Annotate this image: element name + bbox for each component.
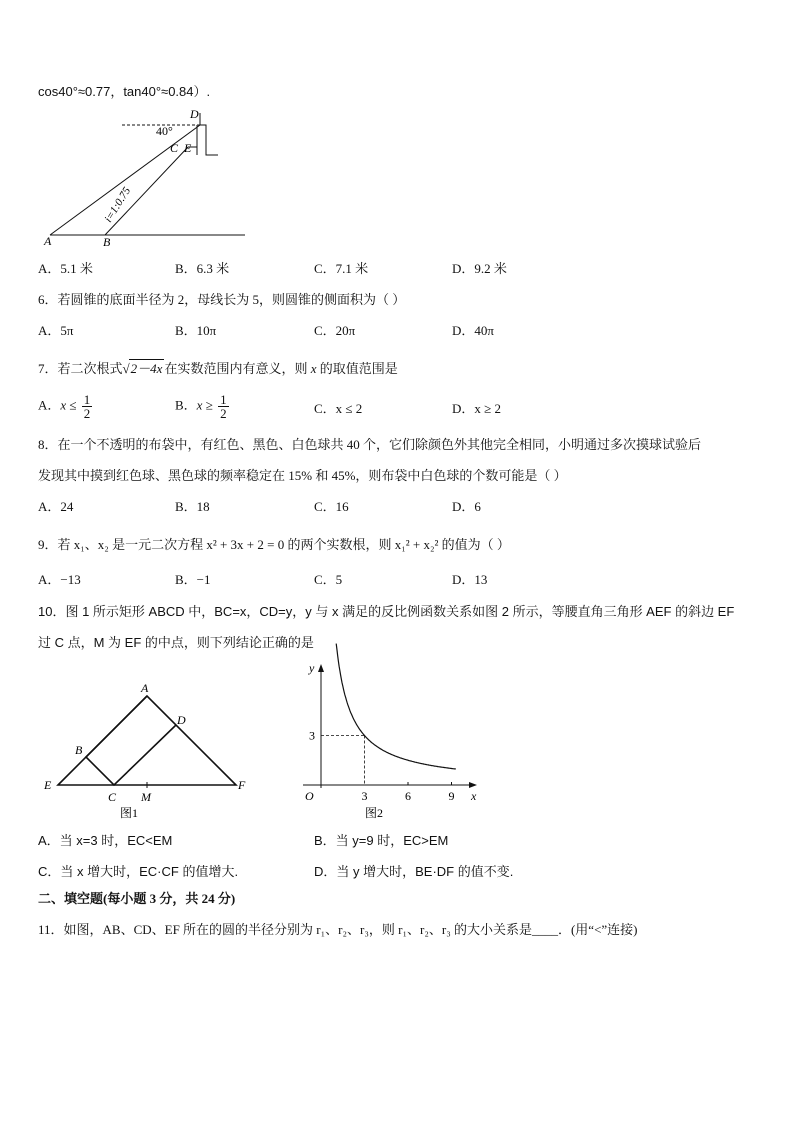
q8-line-1: 8．在一个不透明的布袋中，有红色、黑色、白色球共 40 个，它们除颜色外其他完全相同，小明通过多次摸球试验后	[38, 437, 702, 452]
q9-option-a: A．−13	[38, 572, 81, 587]
fig1-label-m: M	[141, 790, 151, 804]
q7-option-a-den: 2	[83, 406, 91, 421]
q10-figure-1	[40, 680, 260, 820]
q7-option-b	[175, 393, 229, 420]
q7-stem-end: 的取值范围是	[319, 361, 398, 376]
q11-stem: 11．如图，AB、CD、EF 所在的圆的半径分别为 r₁、r₂、r₃，则 r₁、r₂、r₃ 的大小关系是____．(用“<”连接)	[38, 922, 638, 937]
q7-option-b-expr: x ≥	[196, 397, 213, 413]
q5-label-d: D	[190, 107, 199, 121]
q7-option-a-num: 1	[83, 392, 91, 407]
q10-figure-2	[295, 660, 495, 820]
fig1-caption: 图1	[120, 806, 139, 820]
q7-option-b-num: 1	[220, 392, 227, 407]
q9-option-d: D．13	[452, 572, 488, 587]
q5-label-slope: i=1:0.75	[102, 185, 134, 225]
fig1-label-a: A	[141, 681, 149, 695]
graph-curve	[336, 644, 456, 769]
q7-option-b-den: 2	[220, 406, 227, 421]
q7-option-b-label: B．	[175, 397, 197, 413]
q5-label-b: B	[103, 235, 111, 249]
q6-option-c: C．20π	[314, 323, 356, 338]
section-2-title: 二、填空题(每小题 3 分，共 24 分)	[38, 891, 236, 906]
fig1-label-e: E	[44, 778, 52, 792]
q8-option-c: C．16	[314, 499, 349, 514]
q6-option-a: A．5π	[38, 323, 74, 338]
q6-option-b: B．10π	[175, 323, 217, 338]
q8-option-b: B．18	[175, 499, 210, 514]
q5-label-c: C	[170, 141, 179, 155]
q9-option-c: C．5	[314, 572, 343, 587]
q5-option-a: A．5.1 米	[38, 261, 93, 276]
q7-stem-prefix: 7．若二次根式	[38, 361, 123, 376]
graph-origin: O	[305, 789, 314, 803]
fig1-label-b: B	[75, 743, 83, 757]
q8-option-d: D．6	[452, 499, 481, 514]
q7-stem-suffix: 在实数范围内有意义，则	[164, 361, 308, 376]
q5-wall	[200, 125, 218, 155]
graph-y-arrow	[318, 664, 324, 672]
q6-option-d: D．40π	[452, 323, 494, 338]
q7-radical-sign: √	[122, 361, 130, 376]
graph-x-arrow	[469, 782, 477, 788]
q7-option-a-label: A．	[38, 397, 61, 413]
q10-option-b: B．当 y=9 时，EC>EM	[314, 833, 449, 848]
graph-x-tick-3: 3	[361, 789, 368, 803]
q10-option-a: A．当 x=3 时，EC<EM	[38, 833, 173, 848]
graph-x-tick-9: 9	[448, 789, 455, 803]
q10-option-d: D．当 y 增大时，BE·DF 的值不变.	[314, 864, 514, 879]
fig1-label-f: F	[238, 778, 246, 792]
q10-line-1: 10．图 1 所示矩形 ABCD 中，BC=x，CD=y，y 与 x 满足的反比例函数关系如图 2 所示，等腰直角三角形 AEF 的斜边 EF	[38, 604, 735, 619]
q9-stem: 9．若 x₁、x₂ 是一元二次方程 x² + 3x + 2 = 0 的两个实数根，则 x₁² + x₂² 的值为（ ）	[38, 537, 510, 552]
q5-option-c: C．7.1 米	[314, 261, 369, 276]
q7-option-c: C．x ≤ 2	[314, 401, 363, 416]
q5-trig-note: cos40°≈0.77，tan40°≈0.84）.	[38, 84, 211, 99]
q8-line-2: 发现其中摸到红色球、黑色球的频率稳定在 15% 和 45%，则布袋中白色球的个数可能是（ ）	[38, 468, 567, 483]
graph-caption: 图2	[365, 806, 384, 820]
q7-stem	[38, 359, 398, 378]
q6-stem: 6．若圆锥的底面半径为 2，母线长为 5，则圆锥的侧面积为（ ）	[38, 292, 406, 307]
q9-option-b: B．−1	[175, 572, 211, 587]
fig1-label-c: C	[108, 790, 117, 804]
q8-option-a: A．24	[38, 499, 74, 514]
q5-label-a: A	[44, 234, 52, 248]
q10-line-2: 过 C 点，M 为 EF 的中点，则下列结论正确的是	[38, 635, 314, 650]
q7-radicand: 2－4x	[130, 361, 163, 376]
q7-option-b-fraction	[218, 393, 229, 420]
graph-y-tick-3: 3	[309, 728, 315, 743]
q5-slope-bc	[105, 147, 188, 235]
graph-x-label: x	[471, 789, 477, 803]
q5-label-e: E	[184, 141, 192, 155]
q7-var: x	[310, 361, 317, 376]
fig1-rectangle-abcd	[86, 696, 176, 785]
fig1-triangle-aef	[58, 696, 236, 785]
q7-option-d: D．x ≥ 2	[452, 401, 502, 416]
q5-option-b: B．6.3 米	[175, 261, 230, 276]
q10-option-c: C．当 x 增大时，EC·CF 的值增大.	[38, 864, 239, 879]
q5-label-angle: 40°	[156, 124, 173, 138]
q5-figure	[40, 105, 280, 249]
fig1-label-d: D	[177, 713, 186, 727]
q5-option-d: D．9.2 米	[452, 261, 507, 276]
q7-option-a-expr: x ≤	[60, 397, 77, 413]
graph-x-tick-6: 6	[405, 789, 411, 803]
q7-option-a-fraction	[82, 393, 93, 420]
graph-y-label: y	[309, 661, 315, 675]
q7-option-a	[38, 393, 92, 420]
